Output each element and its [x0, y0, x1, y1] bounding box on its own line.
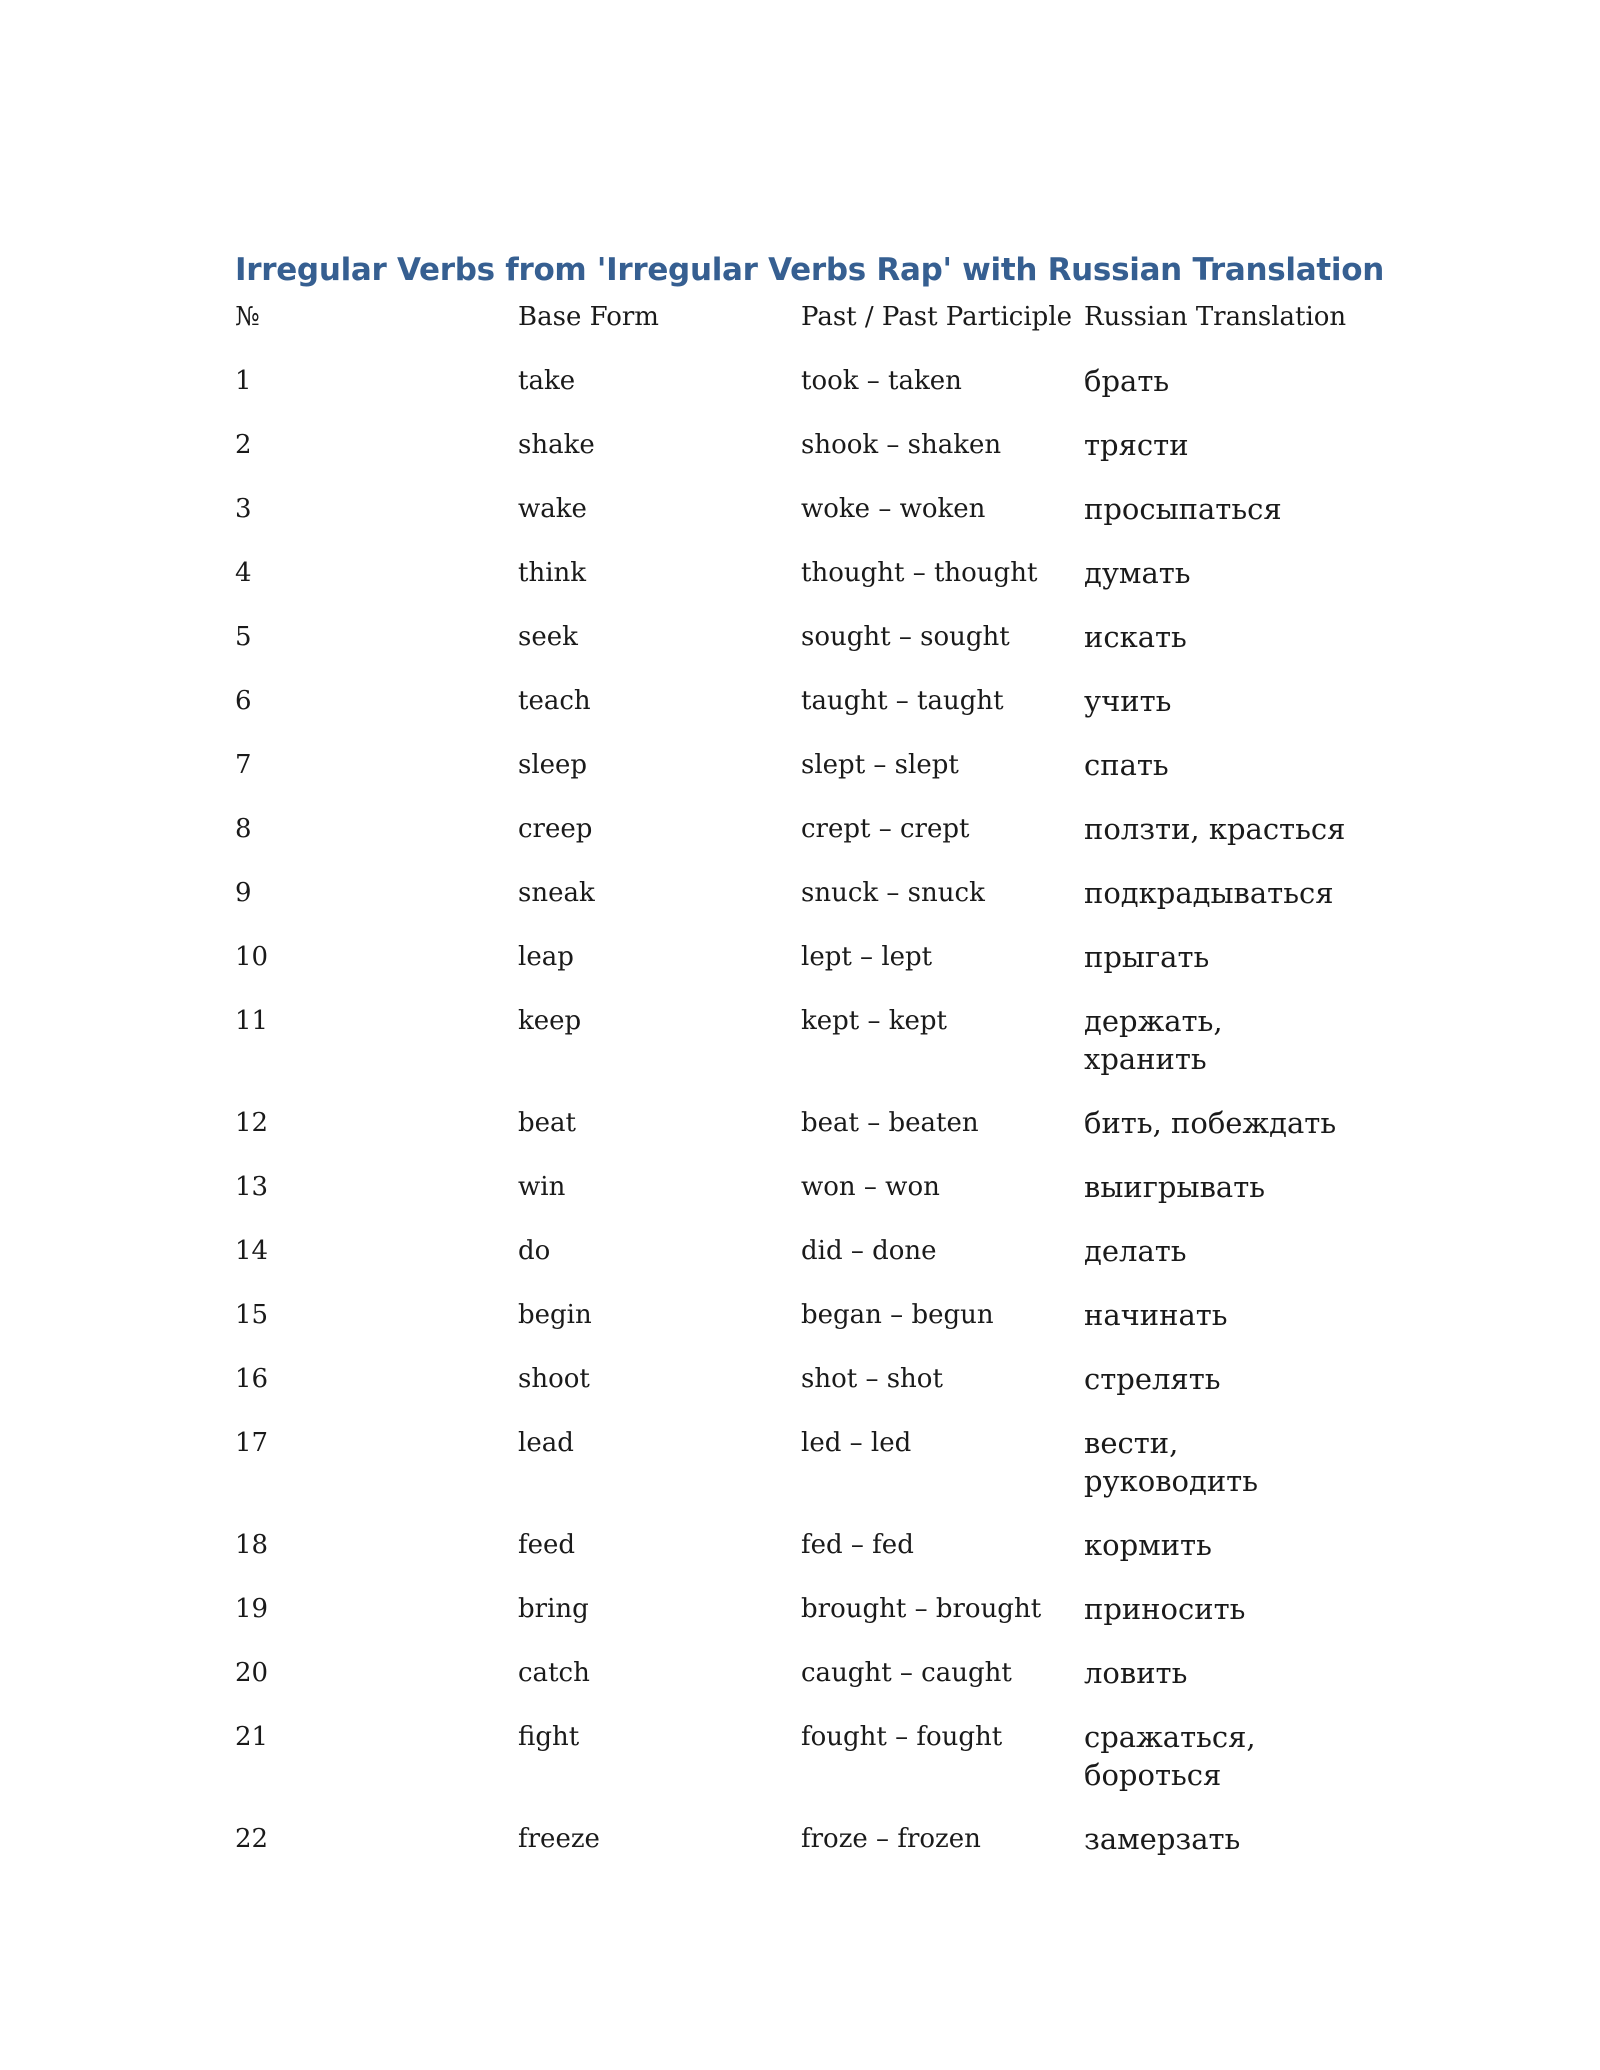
- cell-russian-translation: сражаться, бороться: [1084, 1720, 1256, 1792]
- cell-number: 10: [235, 942, 269, 972]
- cell-number: 5: [235, 622, 252, 652]
- cell-russian-translation: приносить: [1084, 1592, 1246, 1626]
- table-row: [235, 746, 1355, 810]
- cell-base-form: seek: [518, 622, 578, 652]
- header-russian-translation: Russian Translation: [1084, 302, 1347, 332]
- cell-base-form: teach: [518, 686, 591, 716]
- cell-russian-translation: искать: [1084, 620, 1187, 654]
- table-row: [235, 874, 1355, 938]
- cell-base-form: lead: [518, 1428, 574, 1458]
- cell-russian-translation: держать, хранить: [1084, 1004, 1223, 1076]
- cell-base-form: feed: [518, 1530, 576, 1560]
- cell-number: 14: [235, 1236, 269, 1266]
- table-row: [235, 1590, 1355, 1654]
- table-row: [235, 490, 1355, 554]
- table-body: [235, 362, 1355, 1884]
- cell-past-participle: brought – brought: [801, 1594, 1042, 1624]
- cell-russian-translation: ловить: [1084, 1656, 1188, 1690]
- cell-number: 18: [235, 1530, 269, 1560]
- table-row: [235, 1360, 1355, 1424]
- cell-number: 6: [235, 686, 252, 716]
- cell-base-form: fight: [518, 1722, 580, 1752]
- cell-russian-translation: ползти, красться: [1084, 812, 1346, 846]
- cell-number: 7: [235, 750, 252, 780]
- cell-past-participle: caught – caught: [801, 1658, 1012, 1688]
- cell-past-participle: crept – crept: [801, 814, 970, 844]
- cell-number: 19: [235, 1594, 269, 1624]
- cell-number: 3: [235, 494, 252, 524]
- table-row: [235, 1296, 1355, 1360]
- cell-past-participle: shook – shaken: [801, 430, 1002, 460]
- cell-past-participle: fed – fed: [801, 1530, 914, 1560]
- cell-past-participle: lept – lept: [801, 942, 933, 972]
- cell-number: 8: [235, 814, 252, 844]
- cell-number: 17: [235, 1428, 269, 1458]
- cell-russian-translation: трясти: [1084, 428, 1189, 462]
- cell-russian-translation: начинать: [1084, 1298, 1228, 1332]
- cell-base-form: shake: [518, 430, 595, 460]
- cell-past-participle: beat – beaten: [801, 1108, 979, 1138]
- cell-russian-translation: вести, руководить: [1084, 1426, 1259, 1498]
- cell-base-form: sneak: [518, 878, 595, 908]
- cell-russian-translation: делать: [1084, 1234, 1187, 1268]
- cell-russian-translation: спать: [1084, 748, 1169, 782]
- table-row: [235, 1654, 1355, 1718]
- cell-base-form: freeze: [518, 1824, 600, 1854]
- cell-number: 1: [235, 366, 252, 396]
- table-row: [235, 618, 1355, 682]
- cell-base-form: sleep: [518, 750, 588, 780]
- table-row: [235, 938, 1355, 1002]
- header-past-participle: Past / Past Participle: [801, 302, 1073, 332]
- table-row: [235, 1424, 1355, 1526]
- cell-russian-translation: прыгать: [1084, 940, 1210, 974]
- cell-past-participle: kept – kept: [801, 1006, 947, 1036]
- table-row: [235, 682, 1355, 746]
- cell-past-participle: slept – slept: [801, 750, 959, 780]
- cell-past-participle: won – won: [801, 1172, 940, 1202]
- cell-past-participle: taught – taught: [801, 686, 1004, 716]
- cell-russian-translation: подкрадываться: [1084, 876, 1334, 910]
- cell-base-form: creep: [518, 814, 593, 844]
- cell-base-form: do: [518, 1236, 551, 1266]
- table-row: [235, 362, 1355, 426]
- cell-past-participle: sought – sought: [801, 622, 1010, 652]
- cell-number: 15: [235, 1300, 269, 1330]
- cell-russian-translation: стрелять: [1084, 1362, 1221, 1396]
- cell-base-form: keep: [518, 1006, 582, 1036]
- cell-past-participle: began – begun: [801, 1300, 994, 1330]
- cell-number: 11: [235, 1006, 269, 1036]
- cell-base-form: beat: [518, 1108, 576, 1138]
- cell-number: 12: [235, 1108, 269, 1138]
- cell-past-participle: led – led: [801, 1428, 912, 1458]
- cell-past-participle: shot – shot: [801, 1364, 943, 1394]
- cell-past-participle: fought – fought: [801, 1722, 1003, 1752]
- cell-number: 20: [235, 1658, 269, 1688]
- cell-russian-translation: просыпаться: [1084, 492, 1282, 526]
- cell-russian-translation: думать: [1084, 556, 1191, 590]
- cell-russian-translation: брать: [1084, 364, 1170, 398]
- document-title: Irregular Verbs from 'Irregular Verbs Rap' with Russian Translation: [235, 252, 1384, 288]
- table-row: [235, 554, 1355, 618]
- header-base-form: Base Form: [518, 302, 659, 332]
- cell-number: 16: [235, 1364, 269, 1394]
- cell-base-form: shoot: [518, 1364, 590, 1394]
- cell-number: 21: [235, 1722, 269, 1752]
- cell-past-participle: froze – frozen: [801, 1824, 981, 1854]
- cell-russian-translation: кормить: [1084, 1528, 1212, 1562]
- cell-past-participle: snuck – snuck: [801, 878, 985, 908]
- cell-past-participle: did – done: [801, 1236, 937, 1266]
- cell-past-participle: thought – thought: [801, 558, 1038, 588]
- table-header-row: [235, 298, 1355, 362]
- cell-base-form: wake: [518, 494, 587, 524]
- cell-russian-translation: учить: [1084, 684, 1172, 718]
- table-row: [235, 1526, 1355, 1590]
- cell-number: 13: [235, 1172, 269, 1202]
- cell-base-form: begin: [518, 1300, 592, 1330]
- header-number: №: [235, 302, 260, 332]
- table-row: [235, 1168, 1355, 1232]
- cell-number: 4: [235, 558, 252, 588]
- cell-number: 2: [235, 430, 252, 460]
- cell-past-participle: woke – woken: [801, 494, 986, 524]
- cell-number: 22: [235, 1824, 269, 1854]
- cell-base-form: take: [518, 366, 576, 396]
- verb-table: [235, 298, 1355, 1884]
- cell-base-form: catch: [518, 1658, 590, 1688]
- table-row: [235, 810, 1355, 874]
- cell-number: 9: [235, 878, 252, 908]
- table-row: [235, 1820, 1355, 1884]
- cell-base-form: leap: [518, 942, 574, 972]
- cell-past-participle: took – taken: [801, 366, 962, 396]
- cell-russian-translation: бить, побеждать: [1084, 1106, 1337, 1140]
- table-row: [235, 1718, 1355, 1820]
- table-row: [235, 1232, 1355, 1296]
- cell-russian-translation: выигрывать: [1084, 1170, 1266, 1204]
- cell-base-form: win: [518, 1172, 566, 1202]
- cell-russian-translation: замерзать: [1084, 1822, 1241, 1856]
- cell-base-form: think: [518, 558, 587, 588]
- table-row: [235, 1104, 1355, 1168]
- cell-base-form: bring: [518, 1594, 589, 1624]
- table-row: [235, 426, 1355, 490]
- table-row: [235, 1002, 1355, 1104]
